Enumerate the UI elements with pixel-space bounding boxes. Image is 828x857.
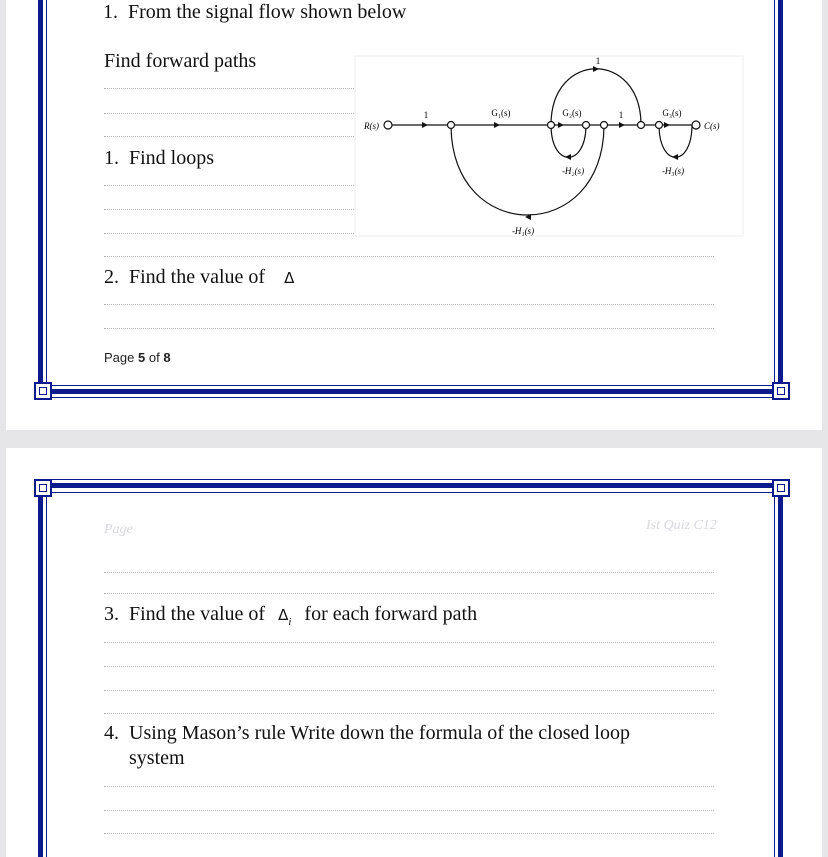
- g1-label: G₁(s): [491, 108, 511, 118]
- find-loops-prompt: 1. Find loops: [104, 147, 215, 169]
- page-number: Page 5 of 8: [104, 350, 171, 365]
- input-label: R(s): [364, 121, 379, 131]
- h1-label: -H₁(s): [511, 226, 535, 236]
- faint-header-right: Ist Quiz C12: [646, 518, 717, 533]
- answer-line: [104, 113, 354, 114]
- border-right-inner: [774, 488, 775, 857]
- answer-line: [104, 713, 714, 714]
- border-left-inner: [46, 488, 47, 857]
- answer-line: [104, 209, 354, 210]
- branch-arrow: [422, 122, 428, 128]
- answer-line: [104, 185, 354, 186]
- forward-paths-prompt: Find forward paths: [104, 50, 257, 72]
- question-4-continued: system: [129, 747, 185, 769]
- g3-label: G₃(s): [662, 108, 682, 118]
- branch-arrow: [619, 122, 625, 128]
- border-left: [38, 484, 43, 857]
- answer-line: [104, 833, 714, 834]
- border-bottom-inner: [46, 385, 776, 386]
- delta-symbol: Δ: [284, 269, 295, 287]
- border-corner-top-right: [772, 479, 790, 497]
- border-left-inner: [46, 0, 47, 388]
- branch-arrow: [558, 122, 564, 128]
- question-1-heading: 1. From the signal flow shown below: [103, 1, 407, 23]
- h2-label: -H₂(s): [561, 166, 585, 176]
- border-right-inner: [774, 0, 775, 388]
- branch-arrow: [664, 122, 670, 128]
- signal-flow-graph: [346, 50, 746, 240]
- figure-frame: [355, 56, 743, 236]
- faint-header-left: Page: [104, 522, 133, 537]
- branch-gain-label: 1: [595, 56, 601, 66]
- border-top-inner: [46, 492, 776, 493]
- border-bottom-outer: [40, 397, 788, 398]
- g2-label: G₂(s): [562, 108, 582, 118]
- branch-arrow: [565, 154, 571, 160]
- answer-line: [104, 256, 714, 257]
- page-5: [6, 0, 822, 430]
- branch-arrow: [672, 154, 678, 160]
- question-3: 3. Find the value of $\Delta_i$ for each forward path: [104, 603, 478, 628]
- node-output: [692, 121, 700, 129]
- answer-line: [104, 88, 354, 89]
- answer-line: [104, 304, 714, 305]
- h3-feedback-loop: [659, 125, 692, 157]
- answer-line: [104, 666, 714, 667]
- border-top-outer: [40, 479, 788, 480]
- answer-line: [104, 233, 354, 234]
- branch-arrow: [494, 122, 500, 128]
- node: [656, 122, 663, 129]
- answer-line: [104, 786, 714, 787]
- node: [583, 122, 590, 129]
- answer-line: [104, 572, 714, 573]
- node: [601, 122, 608, 129]
- border-bottom: [40, 389, 788, 394]
- border-right: [778, 0, 783, 392]
- h2-feedback-loop: [551, 125, 586, 157]
- border-top: [40, 483, 788, 488]
- delta-i-symbol: Δ: [278, 606, 289, 624]
- node: [448, 122, 455, 129]
- node: [638, 122, 645, 129]
- page-6: [6, 448, 822, 857]
- branch-gain-label: 1: [423, 110, 429, 120]
- branch-gain-label: 1: [618, 110, 624, 120]
- answer-line: [104, 810, 714, 811]
- border-left: [38, 0, 43, 392]
- border-corner-bottom-left: [34, 382, 52, 400]
- answer-line: [104, 328, 714, 329]
- h3-label: -H₃(s): [661, 166, 685, 176]
- output-label: C(s): [704, 121, 720, 131]
- node-input: [384, 121, 392, 129]
- node: [548, 122, 555, 129]
- branch-arrow: [593, 66, 599, 72]
- answer-line: [104, 642, 714, 643]
- border-right: [778, 484, 783, 857]
- border-corner-bottom-right: [772, 382, 790, 400]
- answer-line: [104, 690, 714, 691]
- question-4: 4. Using Mason’s rule Write down the formula of the closed loop: [104, 722, 630, 744]
- answer-line: [104, 136, 354, 137]
- answer-line: [104, 593, 714, 594]
- find-delta-prompt: 2. Find the value of Δ: [104, 266, 295, 288]
- border-corner-top-left: [34, 479, 52, 497]
